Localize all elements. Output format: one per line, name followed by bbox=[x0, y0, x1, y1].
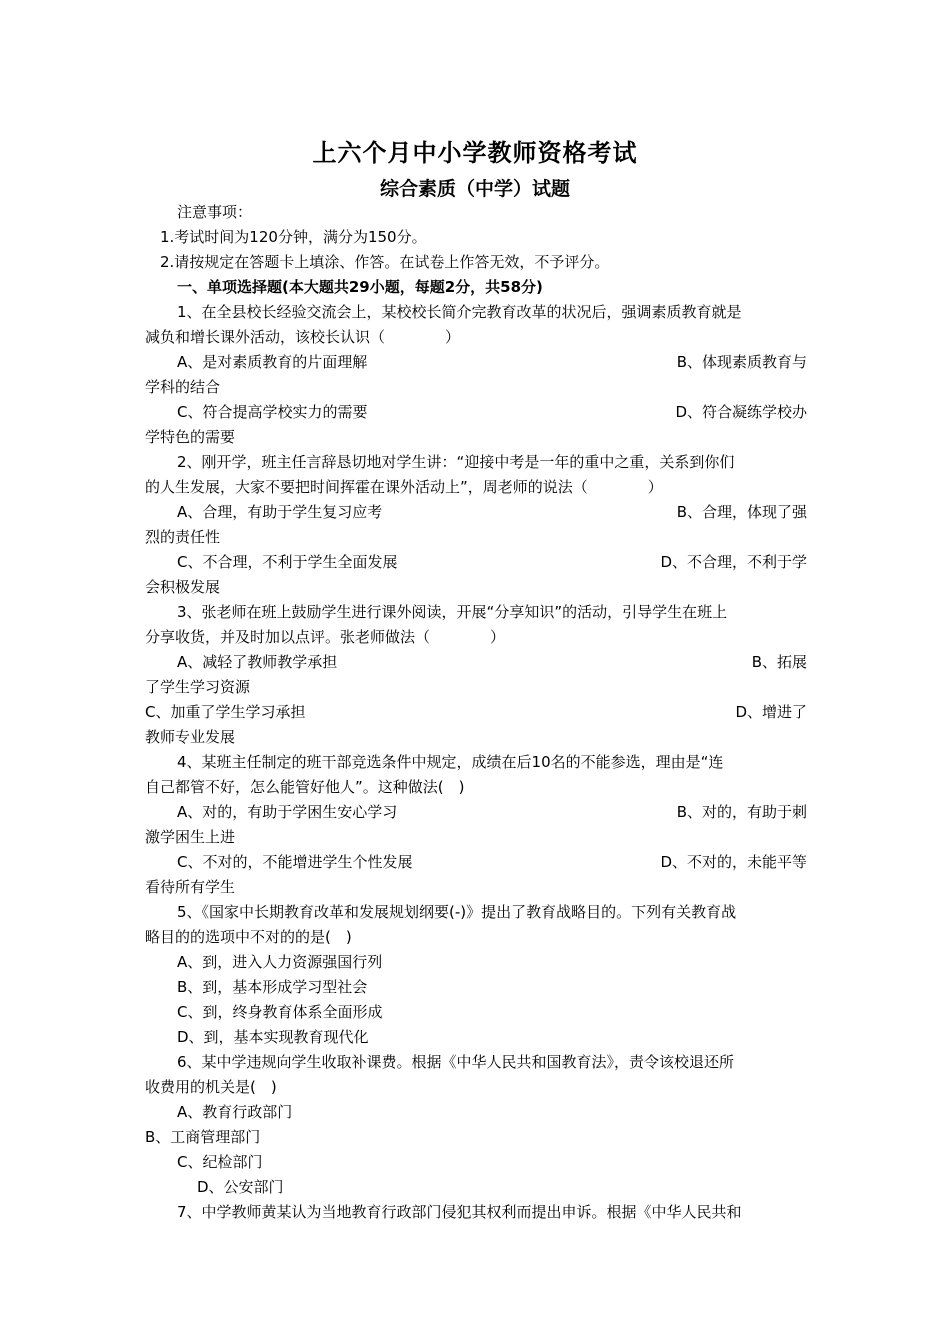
question-stem: 1、在全县校长经验交流会上，某校校长简介完教育改革的状况后，强调素质教育就是 bbox=[177, 303, 742, 321]
question-stem: 2、刚开学，班主任言辞恳切地对学生讲：“迎接中考是一年的重中之重，关系到你们 bbox=[177, 453, 735, 471]
question-stem: 5、《国家中长期教育改革和发展规划纲要(-)》提出了教育战略目的。下列有关教育战 bbox=[177, 903, 737, 921]
option-b-continued: 了学生学习资源 bbox=[145, 678, 251, 696]
option-row bbox=[145, 550, 807, 575]
option-b: B、工商管理部门 bbox=[145, 1128, 261, 1146]
question-stem: 分享收货，并及时加以点评。张老师做法（ ） bbox=[145, 628, 506, 646]
option-a: A、对的，有助于学困生安心学习 bbox=[177, 803, 398, 821]
note-item: 2.请按规定在答题卡上填涂、作答。在试卷上作答无效，不予评分。 bbox=[160, 253, 610, 271]
exam-body bbox=[145, 200, 807, 1225]
section-heading: 一、单项选择题(本大题共29小题，每题2分，共58分) bbox=[177, 278, 543, 296]
option-d: D、符合凝练学校办 bbox=[675, 403, 807, 421]
question-stem: 略目的的选项中不对的的是( ) bbox=[145, 928, 352, 946]
question-stem: 4、某班主任制定的班干部竞选条件中规定，成绩在后10名的不能参选，理由是“连 bbox=[177, 753, 724, 771]
option-row bbox=[145, 650, 807, 675]
option-row bbox=[145, 500, 807, 525]
option-b: B、拓展 bbox=[751, 653, 807, 671]
question-stem: 7、中学教师黄某认为当地教育行政部门侵犯其权利而提出申诉。根据《中华人民共和 bbox=[177, 1203, 742, 1221]
option-row bbox=[145, 700, 807, 725]
option-d: D、增进了 bbox=[735, 703, 807, 721]
notes-heading: 注意事项： bbox=[177, 203, 253, 221]
option-a: A、教育行政部门 bbox=[177, 1103, 293, 1121]
question-stem: 6、某中学违规向学生收取补课费。根据《中华人民共和国教育法》，责令该校退还所 bbox=[177, 1053, 735, 1071]
option-row bbox=[145, 850, 807, 875]
option-d: D、不合理，不利于学 bbox=[660, 553, 807, 571]
option-b-continued: 烈的责任性 bbox=[145, 528, 221, 546]
option-row bbox=[145, 800, 807, 825]
option-d: D、到，基本实现教育现代化 bbox=[177, 1028, 369, 1046]
option-c: C、符合提高学校实力的需要 bbox=[177, 403, 368, 421]
option-a: A、是对素质教育的片面理解 bbox=[177, 353, 368, 371]
option-d: D、公安部门 bbox=[197, 1178, 284, 1196]
option-c: C、不合理，不利于学生全面发展 bbox=[177, 553, 398, 571]
option-b: B、合理，体现了强 bbox=[676, 503, 807, 521]
option-d-continued: 学特色的需要 bbox=[145, 428, 236, 446]
option-d-continued: 看待所有学生 bbox=[145, 878, 236, 896]
option-a: A、到，进入人力资源强国行列 bbox=[177, 953, 383, 971]
exam-subtitle: 综合素质（中学）试题 bbox=[379, 178, 570, 200]
question-stem: 自己都管不好，怎么能管好他人”。这种做法( ) bbox=[145, 778, 465, 796]
option-row bbox=[145, 400, 807, 425]
option-c: C、加重了学生学习承担 bbox=[145, 703, 306, 721]
option-c: C、纪检部门 bbox=[177, 1153, 263, 1171]
question-stem: 减负和增长课外活动，该校长认识（ ） bbox=[145, 328, 461, 346]
option-c: C、到，终身教育体系全面形成 bbox=[177, 1003, 383, 1021]
option-b: B、对的，有助于刺 bbox=[676, 803, 807, 821]
question-stem: 3、张老师在班上鼓励学生进行课外阅读，开展“分享知识”的活动，引导学生在班上 bbox=[177, 603, 728, 621]
question-stem: 的人生发展，大家不要把时间挥霍在课外活动上”，周老师的说法（ ） bbox=[145, 478, 663, 496]
option-row bbox=[145, 350, 807, 375]
option-d-continued: 教师专业发展 bbox=[145, 728, 236, 746]
option-a: A、合理，有助于学生复习应考 bbox=[177, 503, 383, 521]
option-d-continued: 会积极发展 bbox=[145, 578, 221, 596]
note-item: 1.考试时间为120分钟，满分为150分。 bbox=[160, 228, 427, 246]
option-a: A、减轻了教师教学承担 bbox=[177, 653, 338, 671]
question-stem: 收费用的机关是( ) bbox=[145, 1078, 277, 1096]
exam-title: 上六个月中小学教师资格考试 bbox=[312, 139, 638, 167]
option-b: B、到，基本形成学习型社会 bbox=[177, 978, 368, 996]
option-b-continued: 激学困生上进 bbox=[145, 828, 236, 846]
option-c: C、不对的，不能增进学生个性发展 bbox=[177, 853, 413, 871]
option-d: D、不对的，未能平等 bbox=[660, 853, 807, 871]
option-b: B、体现素质教育与 bbox=[676, 353, 807, 371]
option-b-continued: 学科的结合 bbox=[145, 378, 221, 396]
